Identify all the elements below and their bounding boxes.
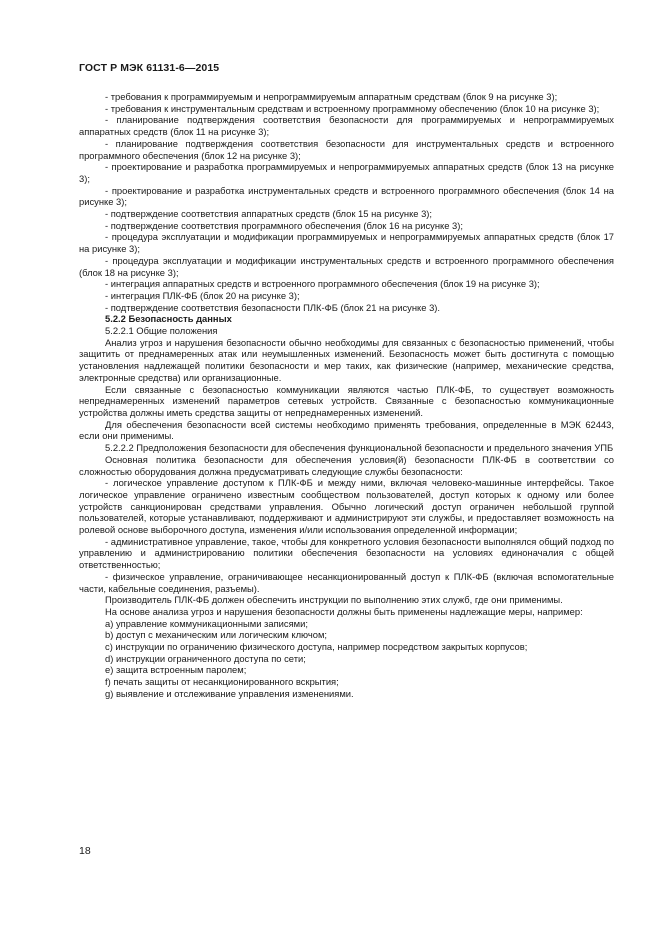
section-heading: 5.2.2 Безопасность данных — [105, 313, 232, 325]
document-body — [79, 91, 614, 700]
paragraph: - процедура эксплуатации и модификации инструментальных средств и встроенного программного обеспечения (блок 18 на рисунке 3); — [79, 254, 614, 278]
paragraph: - требования к инструментальным средствам и встроенному программному обеспечению (блок 10 на рисунке 3); — [105, 102, 600, 114]
list-item: b) доступ с механическим или логическим ключом; — [105, 629, 328, 641]
paragraph: Производитель ПЛК-ФБ должен обеспечить инструкции по выполнению этих служб, где они применимы. — [105, 594, 563, 606]
paragraph: - подтверждение соответствия аппаратных средств (блок 15 на рисунке 3); — [105, 208, 433, 220]
list-item: f) печать защиты от несанкционированного вскрытия; — [105, 676, 339, 688]
list-item: g) выявление и отслеживание управления изменениями. — [105, 687, 354, 699]
paragraph: - планирование подтверждения соответствия безопасности для программируемых и непрограммируемых аппаратных средств (блок 11 на рисунке 3); — [79, 114, 614, 138]
paragraph: - административное управление, такое, чтобы для конкретного условия безопасности выполнялся общий подход по управлению и администрированию политики обеспечения безопасности на условиях единоначалия с общей ответственностью; — [79, 535, 614, 571]
paragraph: - логическое управление доступом к ПЛК-ФБ и между ними, включая человеко-машинные интерфейсы. Такое логическое управление ограничено известным сообществом пользователей, доступ которых к одному или более устройств санкционирован средствами управления. Обычно логический доступ ограничен небольшой группой пользователей, которые устанавливают, поддерживают и администрируют эти службы, и предоставляет возможность на ролевой основе выборочного доступа, изменения и/или использования определенной информации; — [79, 477, 614, 536]
paragraph: На основе анализа угроз и нарушения безопасности должны быть применены надлежащие меры, например: — [105, 605, 583, 617]
paragraph: - интеграция ПЛК-ФБ (блок 20 на рисунке 3); — [105, 289, 300, 301]
paragraph: Основная политика безопасности для обеспечения условия(й) безопасности ПЛК-ФБ в соответствии со сложностью оборудования должна предусматривать следующие службы безопасности: — [79, 453, 614, 477]
paragraph: - проектирование и разработка инструментальных средств и встроенного программного обеспечения (блок 14 на рисунке 3); — [79, 184, 614, 208]
paragraph: - планирование подтверждения соответствия безопасности для инструментальных средств и встроенного программного обеспечения (блок 12 на рисунке 3); — [79, 137, 614, 161]
page-header-standard: ГОСТ Р МЭК 61131-6—2015 — [79, 62, 220, 74]
paragraph: Анализ угроз и нарушения безопасности обычно необходимы для связанных с безопасностью применений, чтобы защитить от преднамеренных атак или неумышленных изменений. Безопасность может быть достигнута с помощью установления надлежащей политики безопасности и мер таких, как физические (например, механические средства, электронные средства) или организационные. — [79, 336, 614, 383]
list-item: е) защита встроенным паролем; — [105, 664, 247, 676]
paragraph: Если связанные с безопасностью коммуникации являются частью ПЛК-ФБ, то существует возможность непреднамеренных изменений параметров сетевых устройств. Связанные с безопасностью коммуникационные устройства должны иметь средства защиты от непреднамеренных изменений. — [79, 383, 614, 418]
paragraph: - требования к программируемым и непрограммируемым аппаратным средствам (блок 9 на рисунке 3); — [105, 91, 558, 102]
paragraph: 5.2.2.2 Предположения безопасности для обеспечения функциональной безопасности и предельного значения УПБ — [105, 442, 614, 454]
paragraph: Для обеспечения безопасности всей системы необходимо применять требования, определенные в МЭК 62443, если они применимы. — [79, 418, 614, 442]
paragraph: - проектирование и разработка программируемых и непрограммируемых аппаратных средств (блок 13 на рисунке 3); — [79, 161, 614, 184]
paragraph: - подтверждение соответствия программного обеспечения (блок 16 на рисунке 3); — [105, 219, 464, 231]
paragraph: - процедура эксплуатации и модификации программируемых и непрограммируемых аппаратных средств (блок 17 на рисунке 3); — [79, 231, 614, 255]
paragraph: - физическое управление, ограничивающее несанкционированный доступ к ПЛК-ФБ (включая вспомогательные части, кабельные соединения, разъемы). — [79, 570, 614, 594]
paragraph: - интеграция аппаратных средств и встроенного программного обеспечения (блок 19 на рисунке 3); — [105, 278, 540, 290]
list-item: а) управление коммуникационными записями; — [105, 617, 308, 629]
paragraph: - подтверждение соответствия безопасности ПЛК-ФБ (блок 21 на рисунке 3). — [105, 301, 441, 313]
paragraph: 5.2.2.1 Общие положения — [105, 325, 218, 337]
page-number: 18 — [79, 845, 91, 857]
list-item: d) инструкции ограниченного доступа по сети; — [105, 652, 306, 664]
list-item: с) инструкции по ограничению физического доступа, например посредством закрытых корпусов; — [105, 641, 528, 653]
